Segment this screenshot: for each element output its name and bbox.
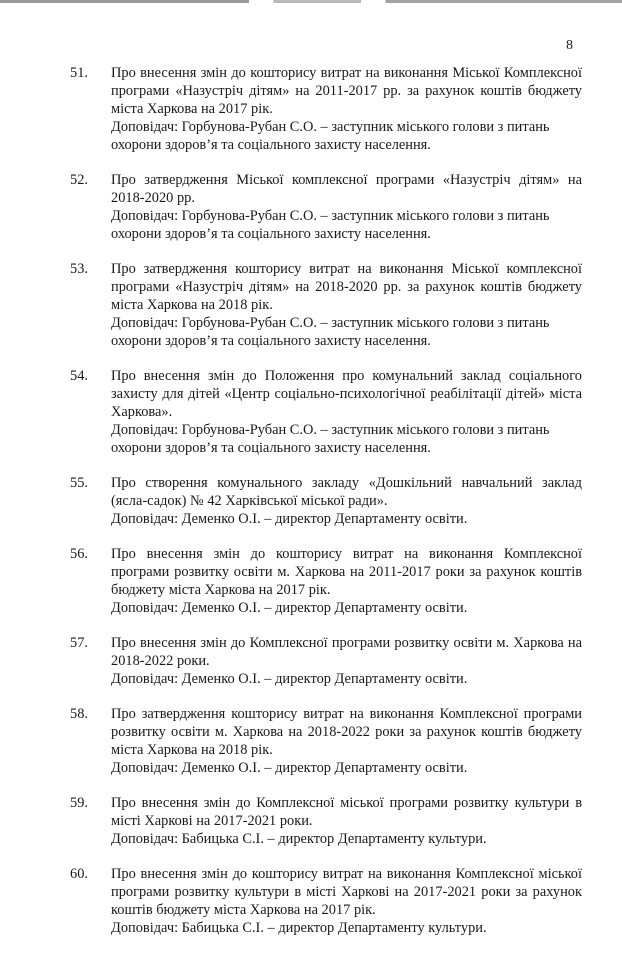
item-speaker: Доповідач: Бабицька С.І. – директор Департаменту культури.: [111, 920, 487, 936]
item-speaker: Доповідач: Деменко О.І. – директор Департаменту освіти.: [111, 671, 468, 687]
item-title: Про внесення змін до Положення про комунальний заклад соціального захисту для дітей «Центр соціально-психологічної реабілітації дітей» міста Харкова».: [111, 368, 582, 420]
item-title: Про внесення змін до Комплексної міської програми розвитку культури в місті Харкові на 2017-2021 роки.: [111, 795, 582, 829]
item-title: Про затвердження кошторису витрат на виконання Міської комплексної програми «Назустріч дітям» на 2018-2020 рр. за рахунок коштів бюджету міста Харкова на 2018 рік.: [111, 261, 582, 313]
item-title: Про створення комунального закладу «Дошкільний навчальний заклад (ясла-садок) № 42 Харківської міської ради».: [111, 475, 582, 509]
item-speaker: Доповідач: Горбунова-Рубан С.О. – заступник міського голови з питань охорони здоров’я та соціального захисту населення.: [111, 208, 550, 242]
item-number: 60.: [70, 866, 88, 882]
item-number: 57.: [70, 635, 88, 651]
item-speaker: Доповідач: Горбунова-Рубан С.О. – заступник міського голови з питань охорони здоров’я та соціального захисту населення.: [111, 315, 550, 349]
agenda-item-56: [70, 545, 582, 617]
item-speaker: Доповідач: Деменко О.І. – директор Департаменту освіти.: [111, 760, 468, 776]
agenda-item-57: [70, 634, 582, 688]
item-speaker: Доповідач: Горбунова-Рубан С.О. – заступник міського голови з питань охорони здоров’я та соціального захисту населення.: [111, 119, 550, 153]
agenda-list: [70, 64, 582, 954]
item-speaker: Доповідач: Деменко О.І. – директор Департаменту освіти.: [111, 600, 468, 616]
agenda-item-58: [70, 705, 582, 777]
item-number: 59.: [70, 795, 88, 811]
item-number: 54.: [70, 368, 88, 384]
scan-top-edge: [0, 0, 622, 3]
item-number: 51.: [70, 65, 88, 81]
agenda-item-55: [70, 474, 582, 528]
agenda-item-59: [70, 794, 582, 848]
agenda-item-51: [70, 64, 582, 154]
item-number: 56.: [70, 546, 88, 562]
item-title: Про затвердження кошторису витрат на виконання Комплексної програми розвитку освіти м. Харкова на 2018-2022 роки за рахунок коштів бюджету міста Харкова на 2018 рік.: [111, 706, 582, 758]
item-title: Про внесення змін до кошторису витрат на виконання Комплексної міської програми розвитку культури в місті Харкові на 2017-2021 роки за рахунок коштів бюджету міста Харкова на 2017 рік.: [111, 866, 582, 918]
item-speaker: Доповідач: Деменко О.І. – директор Департаменту освіти.: [111, 511, 468, 527]
agenda-item-53: [70, 260, 582, 350]
item-speaker: Доповідач: Горбунова-Рубан С.О. – заступник міського голови з питань охорони здоров’я та соціального захисту населення.: [111, 422, 550, 456]
item-number: 53.: [70, 261, 88, 277]
item-speaker: Доповідач: Бабицька С.І. – директор Департаменту культури.: [111, 831, 487, 847]
agenda-item-54: [70, 367, 582, 457]
page-number: 8: [566, 38, 573, 53]
agenda-item-60: [70, 865, 582, 937]
agenda-item-52: [70, 171, 582, 243]
item-title: Про внесення змін до Комплексної програми розвитку освіти м. Харкова на 2018-2022 роки.: [111, 635, 582, 669]
item-number: 55.: [70, 475, 88, 491]
item-number: 58.: [70, 706, 88, 722]
item-title: Про затвердження Міської комплексної програми «Назустріч дітям» на 2018-2020 рр.: [111, 172, 582, 206]
item-title: Про внесення змін до кошторису витрат на виконання Міської Комплексної програми «Назустріч дітям» на 2011-2017 рр. за рахунок коштів бюджету міста Харкова на 2017 рік.: [111, 65, 582, 117]
item-number: 52.: [70, 172, 88, 188]
item-title: Про внесення змін до кошторису витрат на виконання Комплексної програми розвитку освіти м. Харкова на 2011-2017 роки за рахунок коштів бюджету міста Харкова на 2017 рік.: [111, 546, 582, 598]
